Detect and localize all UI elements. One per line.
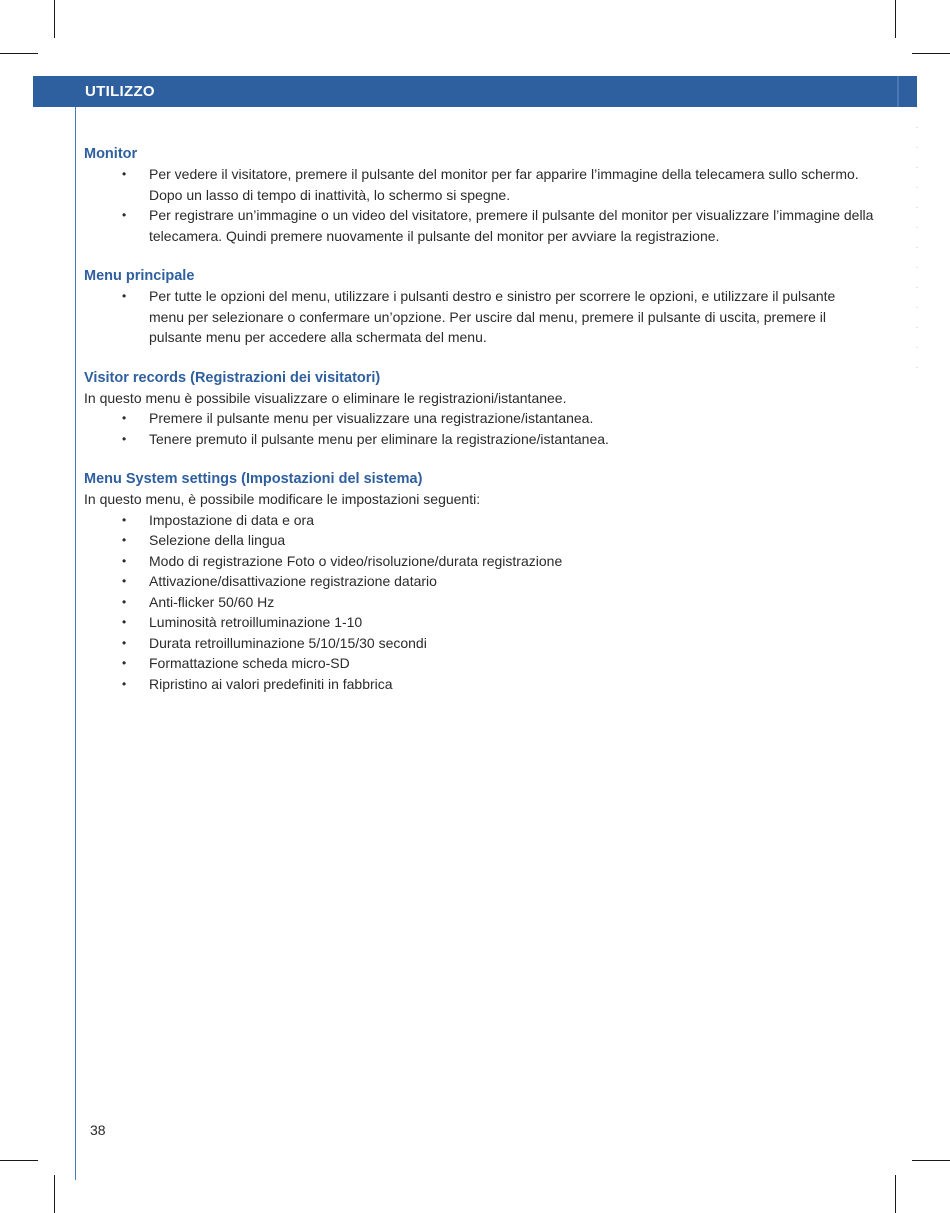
list-item-text: Modo di registrazione Foto o video/risoluzione/durata registrazione (149, 552, 563, 569)
right-margin-ticks (916, 107, 918, 387)
list-item (122, 592, 874, 613)
list-item (122, 530, 874, 551)
page-number: 38 (90, 1122, 106, 1138)
page-content (84, 144, 874, 714)
section-intro: In questo menu è possibile visualizzare o eliminare le registrazioni/istantanee. (84, 389, 567, 406)
bullet-icon: • (122, 615, 127, 629)
list-item (122, 408, 874, 429)
bullet-list (84, 164, 874, 246)
section-title: Visitor records (Registrazioni dei visitatori) (84, 369, 381, 386)
list-item-text: Selezione della lingua (149, 532, 286, 548)
list-item-text: Impostazione di data e ora (149, 511, 314, 528)
crop-mark (0, 1160, 38, 1161)
list-item (122, 205, 874, 246)
bullet-icon: • (122, 533, 127, 547)
list-item-text: Per vedere il visitatore, premere il pulsante del monitor per far apparire l’immagine della telecamera sullo schermo. Dopo un lasso di tempo di inattività, lo schermo si spegne. (149, 166, 859, 203)
bullet-list (84, 510, 874, 695)
section-title: Menu principale (84, 268, 195, 284)
section-header-bar (33, 76, 917, 107)
section (84, 266, 874, 348)
bullet-icon: • (122, 676, 127, 691)
bullet-icon: • (122, 635, 127, 650)
header-divider (897, 76, 899, 107)
list-item-text: Tenere premuto il pulsante menu per eliminare la registrazione/istantanea. (149, 430, 609, 447)
bullet-icon: • (122, 553, 127, 568)
bullet-icon: • (122, 411, 127, 425)
list-item-text: Formattazione scheda micro-SD (149, 655, 350, 671)
list-item (122, 510, 874, 531)
section-title: Monitor (84, 146, 138, 162)
section (84, 144, 874, 246)
crop-mark (912, 53, 950, 54)
list-item (122, 551, 874, 572)
section-intro: In questo menu, è possibile modificare le impostazioni seguenti: (84, 491, 481, 507)
section-title: Menu System settings (Impostazioni del sistema) (84, 471, 423, 487)
list-item-text: Durata retroilluminazione 5/10/15/30 secondi (149, 634, 427, 651)
list-item-text: Ripristino ai valori predefiniti in fabbrica (149, 675, 393, 692)
list-item (122, 164, 874, 205)
list-item-text: Luminosità retroilluminazione 1-10 (149, 614, 363, 630)
header-title: UTILIZZO (85, 83, 155, 100)
bullet-icon: • (122, 512, 127, 527)
bullet-list (84, 408, 874, 449)
crop-mark (895, 0, 896, 38)
bullet-icon: • (122, 594, 127, 609)
list-item (122, 612, 874, 633)
bullet-icon: • (122, 574, 127, 588)
section (84, 469, 874, 694)
list-item (122, 674, 874, 695)
crop-mark (912, 1160, 950, 1161)
bullet-list (84, 286, 874, 348)
list-item (122, 571, 874, 592)
bullet-icon: • (122, 208, 127, 222)
list-item (122, 286, 874, 348)
bullet-icon: • (122, 656, 127, 670)
crop-mark (54, 1175, 55, 1213)
section (84, 368, 874, 450)
crop-mark (54, 0, 55, 38)
list-item (122, 653, 874, 674)
list-item (122, 429, 874, 450)
list-item-text: Per tutte le opzioni del menu, utilizzare i pulsanti destro e sinistro per scorrere le opzioni, e utilizzare il pulsante menu per selezionare o confermare un’opzione. Per uscire dal menu, premere il pulsante di uscita, premere il pulsante menu per accedere alla schermata del menu. (149, 288, 836, 345)
list-item-text: Attivazione/disattivazione registrazione datario (149, 573, 437, 589)
bullet-icon: • (122, 431, 127, 446)
bullet-icon: • (122, 289, 127, 303)
list-item-text: Premere il pulsante menu per visualizzare una registrazione/istantanea. (149, 410, 594, 426)
list-item (122, 633, 874, 654)
left-margin-rule (75, 107, 76, 1180)
crop-mark (0, 53, 38, 54)
list-item-text: Per registrare un’immagine o un video del visitatore, premere il pulsante del monitor per visualizzare l’immagine della telecamera. Quindi premere nuovamente il pulsante del monitor per avviare la registrazione. (149, 207, 874, 244)
bullet-icon: • (122, 167, 127, 181)
crop-mark (895, 1175, 896, 1213)
list-item-text: Anti-flicker 50/60 Hz (149, 593, 275, 610)
